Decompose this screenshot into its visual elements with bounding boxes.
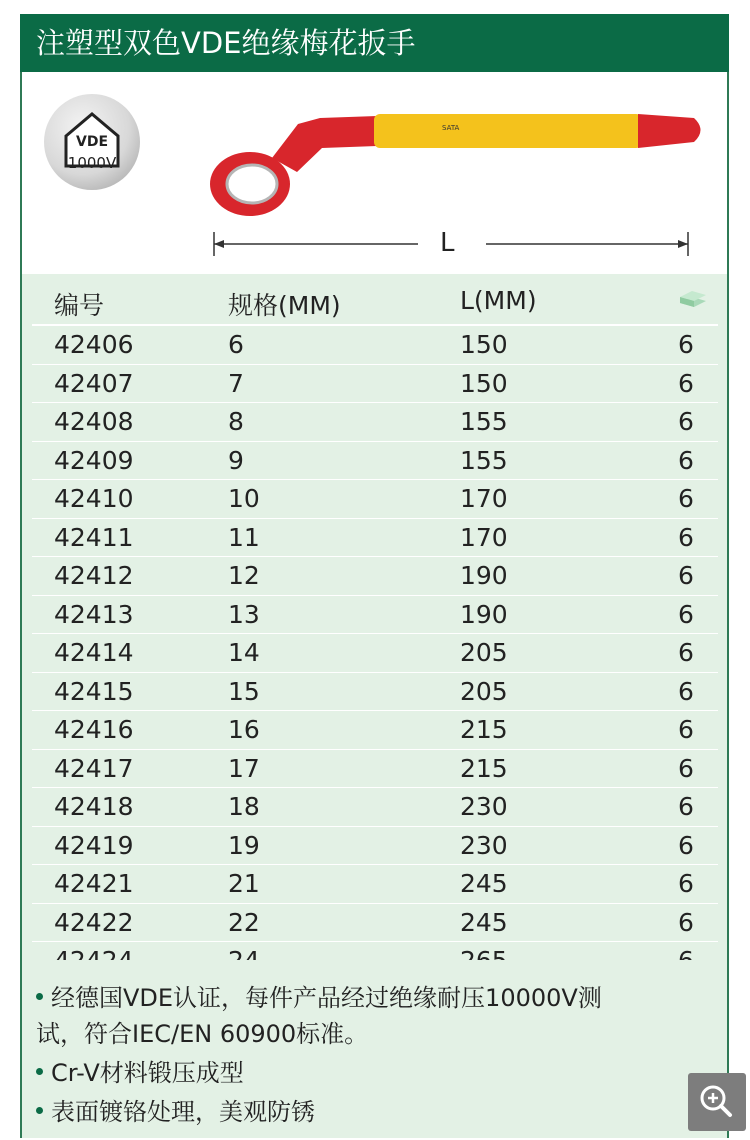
bullet-icon [36, 1107, 43, 1114]
cell-qty: 6 [678, 638, 694, 667]
note-2-text: Cr-V材料锻压成型 [51, 1059, 244, 1087]
cell-qty: 6 [678, 830, 694, 860]
cell-code: 42410 [54, 484, 134, 513]
table-row [32, 710, 718, 749]
table-row [32, 787, 718, 826]
cell-code: 42406 [54, 330, 134, 359]
cell-length: 190 [460, 599, 508, 629]
cell-spec: 19 [228, 830, 260, 860]
cell-spec: 12 [228, 561, 260, 590]
cell-length: 170 [460, 522, 508, 552]
cell-length: 150 [460, 368, 508, 398]
cell-code: 42419 [54, 830, 134, 860]
note-1-continued [36, 1016, 368, 1052]
cell-qty: 6 [678, 330, 694, 359]
header-spec: 规格(MM) [228, 291, 341, 320]
cell-length: 205 [460, 638, 508, 667]
cell-spec: 17 [228, 753, 260, 783]
wrench-image [202, 102, 722, 242]
cell-qty: 6 [678, 753, 694, 783]
cell-qty: 6 [678, 407, 694, 436]
header-code: 编号 [54, 291, 105, 320]
cell-code: 42413 [54, 599, 134, 629]
table-row [32, 749, 718, 788]
header-length: L(MM) [460, 286, 537, 315]
cell-code: 42411 [54, 522, 134, 552]
cell-length: 155 [460, 407, 508, 436]
cell-spec: 15 [228, 676, 260, 706]
notes-section [22, 960, 727, 1138]
table-row [32, 556, 718, 595]
svg-text:VDE: VDE [75, 134, 109, 150]
cell-spec: 18 [228, 792, 260, 821]
cell-length: 245 [460, 869, 508, 898]
cell-code: 42414 [54, 638, 134, 667]
table-row [32, 402, 718, 441]
cell-length: 170 [460, 484, 508, 513]
zoom-button[interactable] [688, 1073, 746, 1131]
cell-spec: 22 [228, 907, 260, 937]
cell-code: 42422 [54, 907, 134, 937]
cell-spec: 13 [228, 599, 260, 629]
cell-length: 155 [460, 445, 508, 475]
cell-spec: 10 [228, 484, 260, 513]
cell-qty: 6 [678, 869, 694, 898]
cell-length: 215 [460, 753, 508, 783]
cell-length: 215 [460, 715, 508, 744]
bullet-icon [36, 993, 43, 1000]
table-row [32, 864, 718, 903]
note-1 [36, 980, 602, 1016]
cell-qty: 6 [678, 676, 694, 706]
dimension-line [208, 230, 708, 260]
cell-length: 230 [460, 792, 508, 821]
cell-qty: 6 [678, 561, 694, 590]
cell-code: 42408 [54, 407, 134, 436]
table-row [32, 672, 718, 711]
table-row [32, 633, 718, 672]
cell-code: 42418 [54, 792, 134, 821]
cell-length: 230 [460, 830, 508, 860]
cell-spec: 11 [228, 522, 260, 552]
cell-code: 42412 [54, 561, 134, 590]
cell-code: 42409 [54, 445, 134, 475]
cell-length: 150 [460, 330, 508, 359]
cell-qty: 6 [678, 715, 694, 744]
zoom-in-icon [688, 1073, 746, 1131]
wrench-brand: SATA [442, 124, 460, 132]
table-header [32, 286, 722, 326]
cell-spec: 7 [228, 368, 244, 398]
table-row [32, 441, 718, 480]
note-3-text: 表面镀铬处理，美观防锈 [51, 1098, 315, 1126]
box-stack-icon [678, 286, 708, 315]
bullet-icon [36, 1068, 43, 1075]
table-row [32, 518, 718, 557]
dimension-label: L [440, 228, 455, 258]
table-row [32, 903, 718, 942]
cell-code: 42421 [54, 869, 134, 898]
cell-spec: 14 [228, 638, 260, 667]
cell-spec: 6 [228, 330, 244, 359]
table-row [32, 826, 718, 865]
cell-qty: 6 [678, 484, 694, 513]
table-row [32, 595, 718, 634]
page-title: 注塑型双色VDE绝缘梅花扳手 [20, 14, 729, 72]
cell-code: 42407 [54, 368, 134, 398]
cell-length: 205 [460, 676, 508, 706]
cell-spec: 16 [228, 715, 260, 744]
cell-qty: 6 [678, 792, 694, 821]
table-body [32, 324, 718, 980]
note-3 [36, 1094, 315, 1130]
table-row [32, 479, 718, 518]
table-row [32, 324, 718, 364]
note-1-line-2: 试，符合IEC/EN 60900标准。 [36, 1020, 369, 1048]
note-1-line-1: 经德国VDE认证，每件产品经过绝缘耐压10000V测 [51, 984, 602, 1012]
cell-code: 42415 [54, 676, 134, 706]
cell-code: 42416 [54, 715, 134, 744]
cell-code: 42417 [54, 753, 134, 783]
cell-spec: 21 [228, 869, 260, 898]
note-2 [36, 1055, 244, 1091]
table-row [32, 364, 718, 403]
cell-length: 245 [460, 907, 508, 937]
cell-length: 190 [460, 561, 508, 590]
cell-qty: 6 [678, 368, 694, 398]
vde-1000v-badge-icon [44, 94, 140, 190]
cell-spec: 8 [228, 407, 244, 436]
cell-qty: 6 [678, 599, 694, 629]
cell-qty: 6 [678, 445, 694, 475]
cell-spec: 9 [228, 445, 244, 475]
cell-qty: 6 [678, 907, 694, 937]
badge-voltage: 1000V [67, 154, 117, 172]
cell-qty: 6 [678, 522, 694, 552]
